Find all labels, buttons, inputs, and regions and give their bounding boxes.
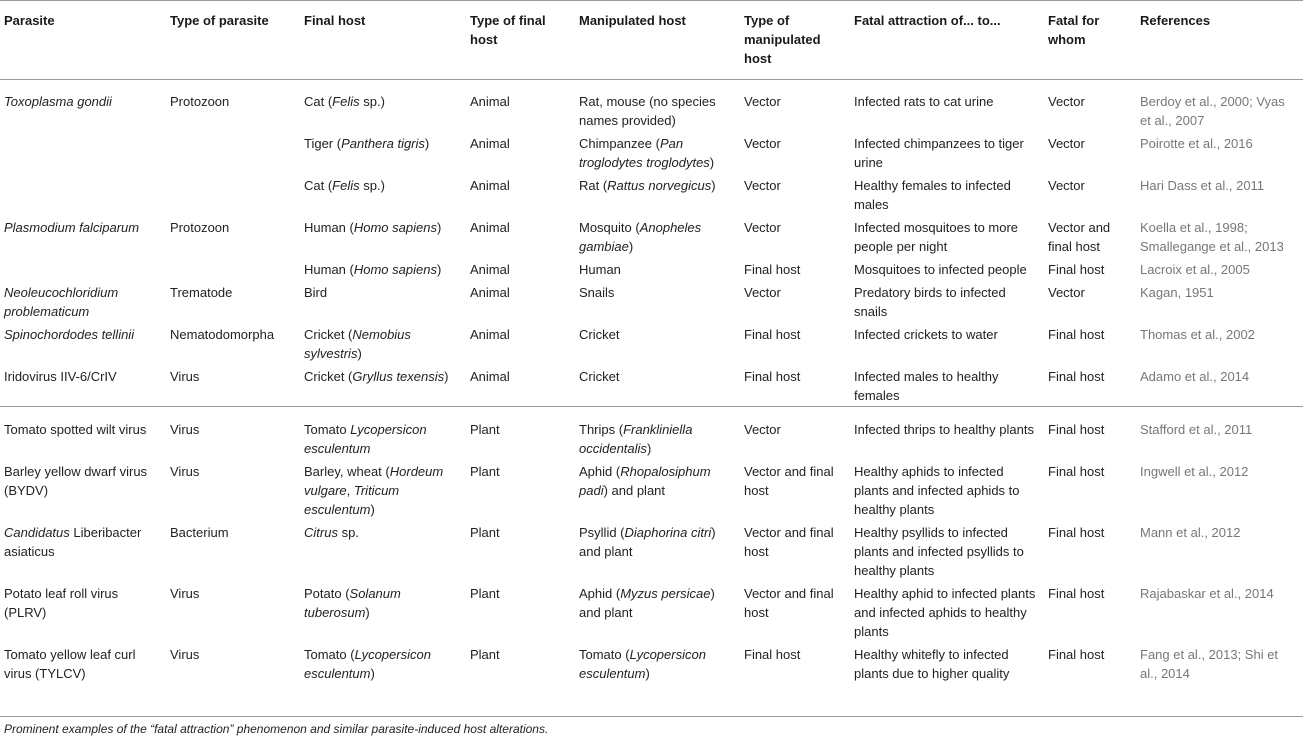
cell-manipulated-host: Human <box>579 262 621 277</box>
cell-fatal-attraction: Infected rats to cat urine <box>854 94 994 109</box>
cell-manipulated-host: Mosquito (Anopheles gambiae) <box>579 220 702 254</box>
cell-type-of-manipulated-host: Final host <box>744 369 801 384</box>
cell-type-of-manipulated-host: Vector and final host <box>744 464 834 498</box>
cell-type-of-manipulated-host: Vector and final host <box>744 586 834 620</box>
cell-type-of-final-host: Plant <box>470 647 500 662</box>
cell-type-of-parasite: Bacterium <box>170 525 229 540</box>
cell-manipulated-host: Chimpanzee (Pan troglodytes troglodytes) <box>579 136 715 170</box>
cell-type-of-parasite: Virus <box>166 407 300 460</box>
cell-type-of-final-host: Plant <box>470 525 500 540</box>
table-row <box>0 280 1303 322</box>
cell-type-of-manipulated-host: Vector <box>744 94 781 109</box>
cell-final-host: Human (Homo sapiens) <box>304 220 442 235</box>
table-row <box>0 173 1303 215</box>
cell-references: Stafford et al., 2011 <box>1136 407 1303 460</box>
header-final-host: Final host <box>300 1 466 80</box>
cell-type-of-final-host: Animal <box>470 262 510 277</box>
cell-type-of-final-host: Plant <box>466 407 575 460</box>
table-caption: Prominent examples of the “fatal attraction” phenomenon and similar parasite-induced host alterations. <box>4 722 549 736</box>
cell-fatal-for-whom: Vector <box>1048 136 1085 151</box>
cell-type-of-final-host: Plant <box>470 586 500 601</box>
cell-type-of-manipulated-host: Vector <box>740 407 850 460</box>
cell-parasite: Iridovirus IIV-6/CrIV <box>4 369 117 384</box>
cell-references: Mann et al., 2012 <box>1140 525 1241 540</box>
cell-type-of-manipulated-host: Final host <box>744 327 801 342</box>
cell-fatal-for-whom: Final host <box>1048 647 1105 662</box>
cell-type-of-manipulated-host: Vector <box>744 285 781 300</box>
cell-type-of-manipulated-host: Final host <box>744 647 801 662</box>
table-row <box>0 520 1303 581</box>
cell-fatal-for-whom: Vector and final host <box>1048 220 1111 254</box>
cell-references: Fang et al., 2013; Shi et al., 2014 <box>1140 647 1279 681</box>
cell-references: Rajabaskar et al., 2014 <box>1140 586 1274 601</box>
cell-type-of-manipulated-host: Vector <box>744 178 781 193</box>
table-row <box>0 407 1303 460</box>
cell-type-of-final-host: Animal <box>470 220 510 235</box>
cell-parasite <box>0 173 166 215</box>
cell-final-host: Cricket (Nemobius sylvestris) <box>304 327 411 361</box>
cell-parasite <box>0 257 166 280</box>
cell-fatal-attraction: Infected males to healthy females <box>854 369 999 403</box>
cell-type-of-manipulated-host: Vector and final host <box>744 525 834 559</box>
header-fatal-for-whom: Fatal for whom <box>1044 1 1136 80</box>
table-row <box>0 215 1303 257</box>
cell-fatal-for-whom: Vector <box>1048 285 1085 300</box>
cell-fatal-for-whom: Final host <box>1044 407 1136 460</box>
cell-fatal-for-whom: Final host <box>1048 262 1105 277</box>
cell-final-host: Potato (Solanum tuberosum) <box>304 586 401 620</box>
cell-parasite: Barley yellow dwarf virus (BYDV) <box>4 464 148 498</box>
cell-type-of-final-host: Animal <box>470 285 510 300</box>
bottom-rule <box>0 716 1303 717</box>
table-row <box>0 322 1303 364</box>
cell-fatal-for-whom: Final host <box>1048 464 1105 479</box>
cell-type-of-manipulated-host: Vector <box>744 136 781 151</box>
table-row <box>0 459 1303 520</box>
cell-references: Thomas et al., 2002 <box>1140 327 1255 342</box>
cell-references: Adamo et al., 2014 <box>1140 369 1250 384</box>
cell-type-of-final-host: Animal <box>470 136 510 151</box>
cell-references: Poirotte et al., 2016 <box>1140 136 1253 151</box>
header-type-of-manipulated-host: Type of manipulated host <box>740 1 850 80</box>
cell-fatal-for-whom: Final host <box>1048 327 1105 342</box>
cell-manipulated-host: Snails <box>579 285 615 300</box>
cell-fatal-attraction: Healthy whitefly to infected plants due to higher quality <box>854 647 1010 681</box>
cell-fatal-attraction: Healthy aphid to infected plants and infected aphids to healthy plants <box>854 586 1036 639</box>
cell-type-of-parasite: Virus <box>170 369 200 384</box>
cell-parasite: Candidatus Liberibacter asiaticus <box>4 525 142 559</box>
cell-fatal-attraction: Mosquitoes to infected people <box>854 262 1027 277</box>
cell-type-of-manipulated-host: Final host <box>744 262 801 277</box>
cell-type-of-parasite: Virus <box>170 464 200 479</box>
cell-final-host: Tomato Lycopersicon esculentum <box>300 407 466 460</box>
cell-final-host: Bird <box>304 285 328 300</box>
cell-parasite: Tomato yellow leaf curl virus (TYLCV) <box>4 647 136 681</box>
cell-fatal-attraction: Infected crickets to water <box>854 327 998 342</box>
cell-manipulated-host: Cricket <box>579 369 620 384</box>
cell-parasite: Plasmodium falciparum <box>4 220 140 235</box>
table-body <box>0 80 1303 687</box>
cell-final-host: Cricket (Gryllus texensis) <box>304 369 449 384</box>
cell-parasite: Toxoplasma gondii <box>4 94 112 109</box>
cell-manipulated-host: Rat, mouse (no species names provided) <box>579 94 716 128</box>
cell-type-of-parasite: Virus <box>170 647 200 662</box>
cell-fatal-for-whom: Vector <box>1048 94 1085 109</box>
cell-final-host: Citrus sp. <box>304 525 359 540</box>
cell-type-of-manipulated-host: Vector <box>744 220 781 235</box>
cell-references: Koella et al., 1998; Smallegange et al., 2013 <box>1140 220 1284 254</box>
cell-type-of-parasite: Protozoon <box>170 94 230 109</box>
cell-type-of-parasite: Protozoon <box>170 220 230 235</box>
header-parasite: Parasite <box>0 1 166 80</box>
cell-type-of-final-host: Animal <box>470 369 510 384</box>
cell-fatal-for-whom: Final host <box>1048 369 1105 384</box>
cell-manipulated-host: Tomato (Lycopersicon esculentum) <box>579 647 706 681</box>
table-header-row <box>0 1 1303 80</box>
header-type-of-final-host: Type of final host <box>466 1 575 80</box>
cell-type-of-parasite: Virus <box>170 586 200 601</box>
cell-parasite <box>0 131 166 173</box>
cell-final-host: Barley, wheat (Hordeum vulgare, Triticum esculentum) <box>304 464 444 517</box>
cell-parasite: Potato leaf roll virus (PLRV) <box>4 586 119 620</box>
cell-type-of-final-host: Animal <box>470 327 510 342</box>
table-row <box>0 642 1303 686</box>
header-fatal-attraction: Fatal attraction of... to... <box>850 1 1044 80</box>
cell-fatal-for-whom: Final host <box>1048 525 1105 540</box>
cell-references: Kagan, 1951 <box>1140 285 1214 300</box>
cell-manipulated-host: Cricket <box>579 327 620 342</box>
table-row <box>0 257 1303 280</box>
cell-parasite: Neoleucochloridium problematicum <box>4 285 119 319</box>
cell-manipulated-host: Rat (Rattus norvegicus) <box>579 178 716 193</box>
cell-fatal-attraction: Infected thrips to healthy plants <box>850 407 1044 460</box>
cell-type-of-parasite <box>166 257 300 280</box>
cell-manipulated-host: Aphid (Rhopalosiphum padi) and plant <box>579 464 711 498</box>
cell-final-host: Cat (Felis sp.) <box>304 178 385 193</box>
cell-fatal-for-whom: Final host <box>1048 586 1105 601</box>
cell-fatal-attraction: Infected mosquitoes to more people per night <box>854 220 1019 254</box>
header-references: References <box>1136 1 1303 80</box>
cell-final-host: Cat (Felis sp.) <box>304 94 385 109</box>
table-row <box>0 80 1303 132</box>
cell-parasite: Tomato spotted wilt virus <box>0 407 166 460</box>
cell-final-host: Tomato (Lycopersicon esculentum) <box>304 647 431 681</box>
cell-type-of-parasite: Trematode <box>170 285 233 300</box>
cell-fatal-attraction: Healthy aphids to infected plants and infected aphids to healthy plants <box>854 464 1020 517</box>
table-row <box>0 581 1303 642</box>
cell-type-of-parasite <box>166 173 300 215</box>
cell-references: Hari Dass et al., 2011 <box>1140 178 1265 193</box>
cell-type-of-final-host: Animal <box>470 178 510 193</box>
cell-final-host: Tiger (Panthera tigris) <box>304 136 430 151</box>
cell-parasite: Spinochordodes tellinii <box>4 327 135 342</box>
cell-manipulated-host: Aphid (Myzus persicae) and plant <box>579 586 715 620</box>
cell-references: Berdoy et al., 2000; Vyas et al., 2007 <box>1140 94 1285 128</box>
cell-type-of-parasite <box>166 131 300 173</box>
cell-type-of-final-host: Animal <box>470 94 510 109</box>
cell-fatal-attraction: Infected chimpanzees to tiger urine <box>854 136 1024 170</box>
header-manipulated-host: Manipulated host <box>575 1 740 80</box>
cell-final-host: Human (Homo sapiens) <box>304 262 442 277</box>
header-type-of-parasite: Type of parasite <box>166 1 300 80</box>
cell-fatal-attraction: Predatory birds to infected snails <box>854 285 1006 319</box>
cell-fatal-for-whom: Vector <box>1048 178 1085 193</box>
cell-references: Ingwell et al., 2012 <box>1140 464 1249 479</box>
table-row <box>0 364 1303 407</box>
cell-fatal-attraction: Healthy psyllids to infected plants and infected psyllids to healthy plants <box>854 525 1024 578</box>
cell-manipulated-host: Thrips (Frankliniella occidentalis) <box>575 407 740 460</box>
cell-type-of-final-host: Plant <box>470 464 500 479</box>
cell-manipulated-host: Psyllid (Diaphorina citri) and plant <box>579 525 716 559</box>
table-row <box>0 131 1303 173</box>
cell-type-of-parasite: Nematodomorpha <box>170 327 275 342</box>
cell-references: Lacroix et al., 2005 <box>1140 262 1250 277</box>
cell-fatal-attraction: Healthy females to infected males <box>854 178 1011 212</box>
